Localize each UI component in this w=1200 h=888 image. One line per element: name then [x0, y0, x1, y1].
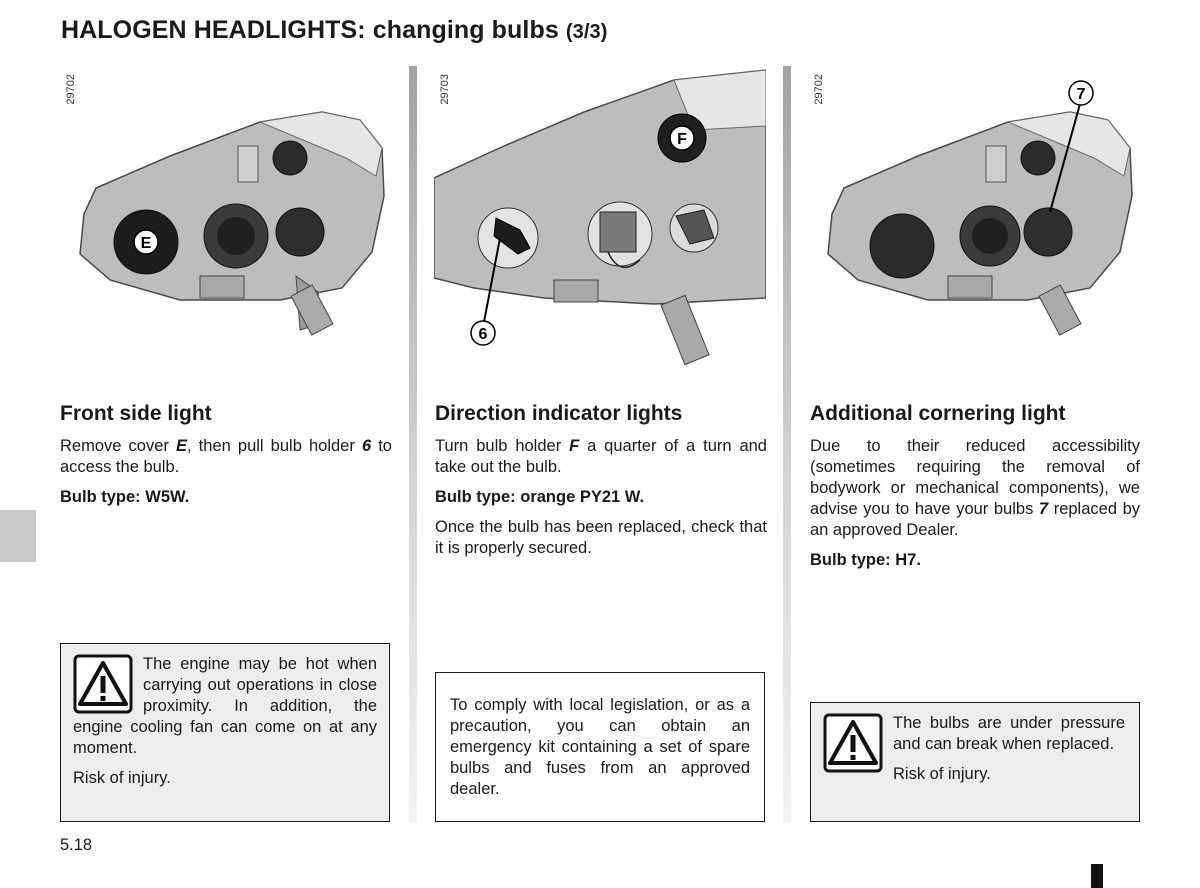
callout-label-f: F	[677, 131, 687, 148]
figure-direction-indicator	[434, 66, 766, 384]
chapter-side-tab	[0, 510, 36, 562]
heading-direction-indicator: Direction indicator lights	[435, 402, 683, 425]
secure-note: Once the bulb has been replaced, check that it is properly secured.	[435, 518, 767, 557]
body-direction-indicator	[435, 436, 767, 568]
column-divider-1	[409, 66, 417, 822]
headlamp-illustration-1	[60, 66, 392, 384]
instruction-text: Due to their reduced accessibility (sometimes requiring the removal of bodywork or mechanical components), we advise you to have your bulbs 7 replaced by an approved Dealer.	[810, 437, 1141, 539]
legislation-note-box	[435, 672, 765, 822]
headlamp-illustration-3	[808, 66, 1140, 384]
column-divider-2	[783, 66, 791, 822]
page-corner-mark	[1091, 864, 1103, 888]
engine-warning-risk: Risk of injury.	[73, 769, 171, 787]
headlamp-illustration-2	[434, 66, 766, 384]
page-title	[61, 16, 608, 45]
ref-bulb-holder-6: 6	[361, 437, 372, 455]
heading-front-side-light: Front side light	[60, 402, 212, 425]
bulb-type: Bulb type: W5W.	[60, 488, 190, 506]
figure-ref-code: 29702	[65, 74, 77, 105]
callout-label-7: 7	[1076, 86, 1086, 103]
figure-ref-code: 29702	[813, 74, 825, 105]
figure-ref-code: 29703	[439, 74, 451, 105]
heading-cornering-light: Additional cornering light	[810, 402, 1066, 425]
page-number: 5.18	[60, 836, 93, 854]
pressure-warning-box	[810, 702, 1140, 822]
bulb-type: Bulb type: orange PY21 W.	[435, 488, 645, 506]
callout-label-6: 6	[478, 326, 488, 343]
title-main: HALOGEN HEADLIGHTS: changing bulbs	[61, 16, 559, 44]
bulb-type: Bulb type: H7.	[810, 551, 921, 569]
ref-bulb-holder-f: F	[569, 437, 580, 455]
pressure-warning-text: The bulbs are under pressure and can break when replaced.	[893, 714, 1125, 753]
instruction-text: Remove cover E, then pull bulb holder 6 to access the bulb.	[60, 437, 392, 476]
instruction-text: Turn bulb holder F a quarter of a turn and take out the bulb.	[435, 437, 767, 476]
figure-cornering-light	[808, 66, 1140, 384]
legislation-note-text: To comply with local legislation, or as a precaution, you can obtain an emergency kit containing a set of spare bulbs and fuses from an approved dealer.	[450, 696, 750, 798]
engine-warning-text: The engine may be hot when carrying out operations in close proximity. In addition, the engine cooling fan can come on at any moment.	[73, 655, 377, 757]
title-part-indicator: (3/3)	[565, 21, 608, 43]
body-cornering-light	[810, 436, 1140, 580]
warning-triangle-icon	[73, 654, 133, 714]
ref-bulb-7: 7	[1038, 500, 1049, 518]
engine-warning-box	[60, 643, 390, 822]
ref-cover-e: E	[175, 437, 187, 455]
callout-label-e: E	[140, 235, 152, 252]
warning-triangle-icon	[823, 713, 883, 773]
figure-front-side-light	[60, 66, 392, 384]
pressure-warning-risk: Risk of injury.	[893, 765, 991, 783]
body-front-side-light	[60, 436, 392, 517]
